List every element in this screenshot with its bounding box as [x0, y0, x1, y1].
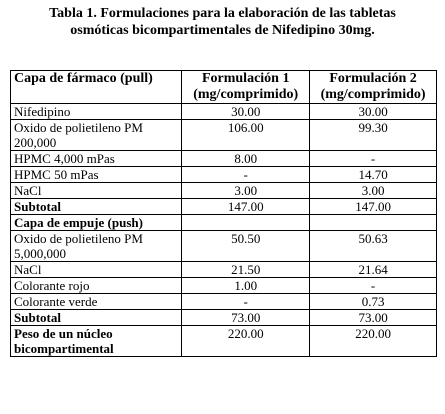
row-push-layer-heading: Capa de empuje (push) [11, 215, 182, 231]
row-nacl-pull-name: NaCl [11, 183, 182, 199]
table-row [11, 120, 437, 151]
row-subtotal-pull-f2: 147.00 [310, 199, 437, 215]
header-drug-layer: Capa de fármaco (pull) [11, 71, 182, 104]
table-row [11, 278, 437, 294]
row-peo5m-f1: 50.50 [182, 231, 310, 262]
table-row [11, 326, 437, 357]
row-peo5m-name: Oxido de polietileno PM 5,000,000 [11, 231, 182, 262]
row-peo200k-f1: 106.00 [182, 120, 310, 151]
formulation-table [10, 70, 437, 357]
table-caption [0, 5, 445, 39]
row-peo200k-name: Oxido de polietileno PM 200,000 [11, 120, 182, 151]
header-formulation-2-title: Formulación 2 [329, 71, 417, 86]
table-row [11, 215, 437, 231]
table-header-row [11, 71, 437, 104]
header-formulation-1 [182, 71, 310, 104]
table-row [11, 294, 437, 310]
row-subtotal-push-f2: 73.00 [310, 310, 437, 326]
row-push-layer-f2 [310, 215, 437, 231]
row-peo5m-f2: 50.63 [310, 231, 437, 262]
row-green-dye-f2: 0.73 [310, 294, 437, 310]
row-nacl-push-f1: 21.50 [182, 262, 310, 278]
row-nacl-push-name: NaCl [11, 262, 182, 278]
row-nifedipino-f1: 30.00 [182, 104, 310, 120]
row-core-weight-f2: 220.00 [310, 326, 437, 357]
table-row [11, 104, 437, 120]
table-row [11, 183, 437, 199]
row-push-layer-f1 [182, 215, 310, 231]
header-formulation-2 [310, 71, 437, 104]
table-row [11, 199, 437, 215]
table-row [11, 167, 437, 183]
row-hpmc50-f1: - [182, 167, 310, 183]
row-nacl-pull-f2: 3.00 [310, 183, 437, 199]
row-red-dye-name: Colorante rojo [11, 278, 182, 294]
row-red-dye-f1: 1.00 [182, 278, 310, 294]
table-row [11, 151, 437, 167]
row-red-dye-f2: - [310, 278, 437, 294]
table-row [11, 231, 437, 262]
row-core-weight-f1: 220.00 [182, 326, 310, 357]
row-subtotal-push-name: Subtotal [11, 310, 182, 326]
row-green-dye-name: Colorante verde [11, 294, 182, 310]
table-row [11, 262, 437, 278]
row-nifedipino-name: Nifedipino [11, 104, 182, 120]
row-peo200k-f2: 99.30 [310, 120, 437, 151]
caption-line-2: osmóticas bicompartimentales de Nifedipino 30mg. [70, 23, 375, 38]
header-formulation-1-unit: (mg/comprimido) [193, 87, 299, 102]
row-core-weight-name: Peso de un núcleo bicompartimental [11, 326, 182, 357]
row-subtotal-pull-name: Subtotal [11, 199, 182, 215]
row-hpmc4000-f1: 8.00 [182, 151, 310, 167]
row-subtotal-push-f1: 73.00 [182, 310, 310, 326]
header-formulation-2-unit: (mg/comprimido) [320, 87, 426, 102]
row-nacl-push-f2: 21.64 [310, 262, 437, 278]
caption-line-1: Tabla 1. Formulaciones para la elaboración de las tabletas [49, 6, 396, 21]
header-formulation-1-title: Formulación 1 [201, 71, 290, 86]
row-nacl-pull-f1: 3.00 [182, 183, 310, 199]
row-hpmc4000-name: HPMC 4,000 mPas [11, 151, 182, 167]
row-nifedipino-f2: 30.00 [310, 104, 437, 120]
row-hpmc4000-f2: - [310, 151, 437, 167]
row-green-dye-f1: - [182, 294, 310, 310]
table-row [11, 310, 437, 326]
row-hpmc50-name: HPMC 50 mPas [11, 167, 182, 183]
row-hpmc50-f2: 14.70 [310, 167, 437, 183]
row-subtotal-pull-f1: 147.00 [182, 199, 310, 215]
